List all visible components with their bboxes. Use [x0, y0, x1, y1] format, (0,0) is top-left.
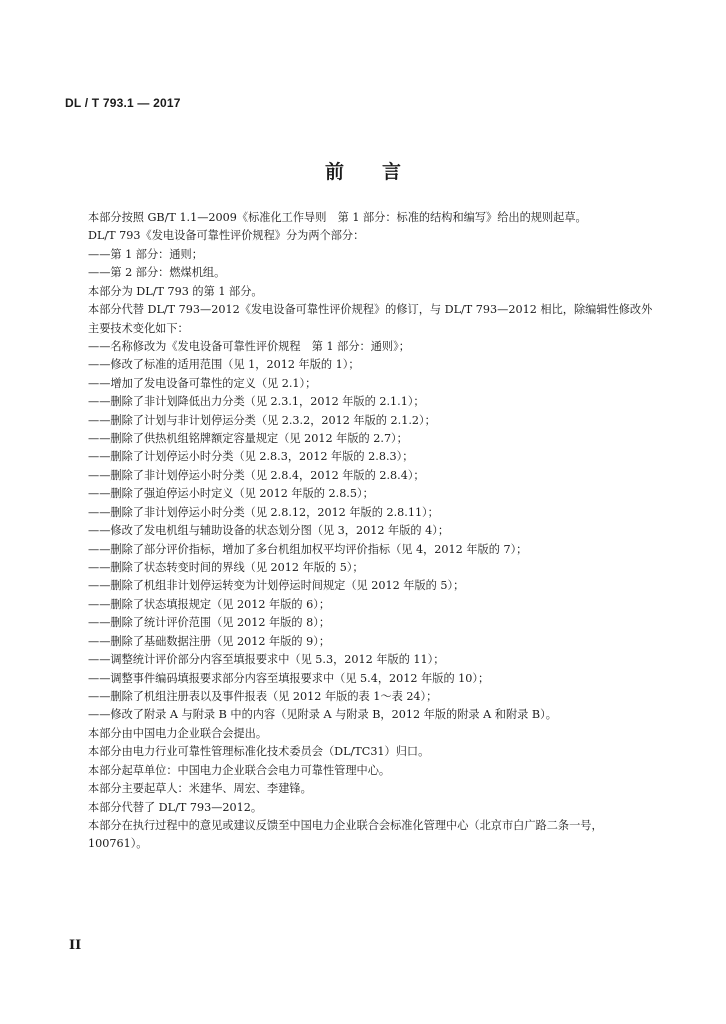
paragraph: ——第 1 部分：通则；: [88, 247, 203, 261]
document-number: DL / T 793.1 — 2017: [65, 96, 181, 110]
paragraph: ——删除了计划停运小时分类（见 2.8.3，2012 年版的 2.8.3）；: [88, 450, 414, 464]
paragraph: ——删除了基础数据注册（见 2012 年版的 9）；: [88, 634, 331, 648]
paragraph: ——名称修改为《发电设备可靠性评价规程 第 1 部分：通则》；: [88, 339, 410, 353]
paragraph: ——修改了发电机组与辅助设备的状态划分图（见 3，2012 年版的 4）；: [88, 524, 450, 538]
paragraph: 本部分按照 GB/T 1.1—2009《标准化工作导则 第 1 部分：标准的结构和编写》给出的规则起草。: [88, 211, 587, 224]
paragraph: ——调整事件编码填报要求部分内容至填报要求中（见 5.4，2012 年版的 10）；: [88, 671, 490, 685]
paragraph: 本部分在执行过程中的意见或建议反馈至中国电力企业联合会标准化管理中心（北京市白广路二条一号，100761）。: [88, 818, 603, 851]
paragraph: ——增加了发电设备可靠性的定义（见 2.1）；: [88, 376, 317, 390]
foreword-body: [62, 209, 658, 854]
paragraph: ——调整统计评价部分内容至填报要求中（见 5.3，2012 年版的 11）；: [88, 653, 445, 667]
paragraph: ——删除了状态转变时间的界线（见 2012 年版的 5）；: [88, 561, 364, 575]
paragraph: ——删除了非计划降低出力分类（见 2.3.1，2012 年版的 2.1.1）；: [88, 395, 425, 409]
paragraph: 本部分由电力行业可靠性管理标准化技术委员会（DL/TC31）归口。: [88, 745, 430, 759]
paragraph: ——修改了附录 A 与附录 B 中的内容（见附录 A 与附录 B，2012 年版的附录 A 和附录 B）。: [88, 708, 557, 722]
paragraph: 本部分起草单位：中国电力企业联合会电力可靠性管理中心。: [88, 763, 391, 777]
page-title: 前言: [324, 161, 439, 183]
paragraph: ——删除了部分评价指标，增加了多台机组加权平均评价指标（见 4，2012 年版的 7）；: [88, 542, 528, 556]
paragraph: ——修改了标准的适用范围（见 1，2012 年版的 1）；: [88, 358, 360, 372]
paragraph: 本部分主要起草人：米建华、周宏、李建锋。: [88, 782, 312, 796]
page-number: II: [69, 938, 82, 953]
paragraph: DL/T 793《发电设备可靠性评价规程》分为两个部分：: [88, 229, 365, 243]
paragraph: ——删除了强迫停运小时定义（见 2012 年版的 2.8.5）；: [88, 487, 374, 501]
paragraph: ——删除了计划与非计划停运分类（见 2.3.2，2012 年版的 2.1.2）；: [88, 413, 436, 427]
paragraph: 本部分代替 DL/T 793—2012《发电设备可靠性评价规程》的修订，与 DL/T 793—2012 相比，除编辑性修改外主要技术变化如下：: [88, 303, 653, 335]
paragraph: ——第 2 部分：燃煤机组。: [88, 266, 226, 280]
paragraph: ——删除了非计划停运小时分类（见 2.8.12，2012 年版的 2.8.11）；: [88, 505, 439, 519]
paragraph: ——删除了机组非计划停运转变为计划停运时间规定（见 2012 年版的 5）；: [88, 579, 465, 593]
paragraph: ——删除了机组注册表以及事件报表（见 2012 年版的表 1～表 24）；: [88, 689, 438, 703]
paragraph: ——删除了状态填报规定（见 2012 年版的 6）；: [88, 597, 331, 611]
paragraph: ——删除了供热机组铭牌额定容量规定（见 2012 年版的 2.7）；: [88, 432, 408, 446]
paragraph: 本部分代替了 DL/T 793—2012。: [88, 800, 263, 814]
paragraph: 本部分由中国电力企业联合会提出。: [88, 726, 268, 740]
paragraph: ——删除了非计划停运小时分类（见 2.8.4，2012 年版的 2.8.4）；: [88, 468, 425, 482]
paragraph: 本部分为 DL/T 793 的第 1 部分。: [88, 284, 263, 298]
paragraph: ——删除了统计评价范围（见 2012 年版的 8）；: [88, 616, 331, 630]
